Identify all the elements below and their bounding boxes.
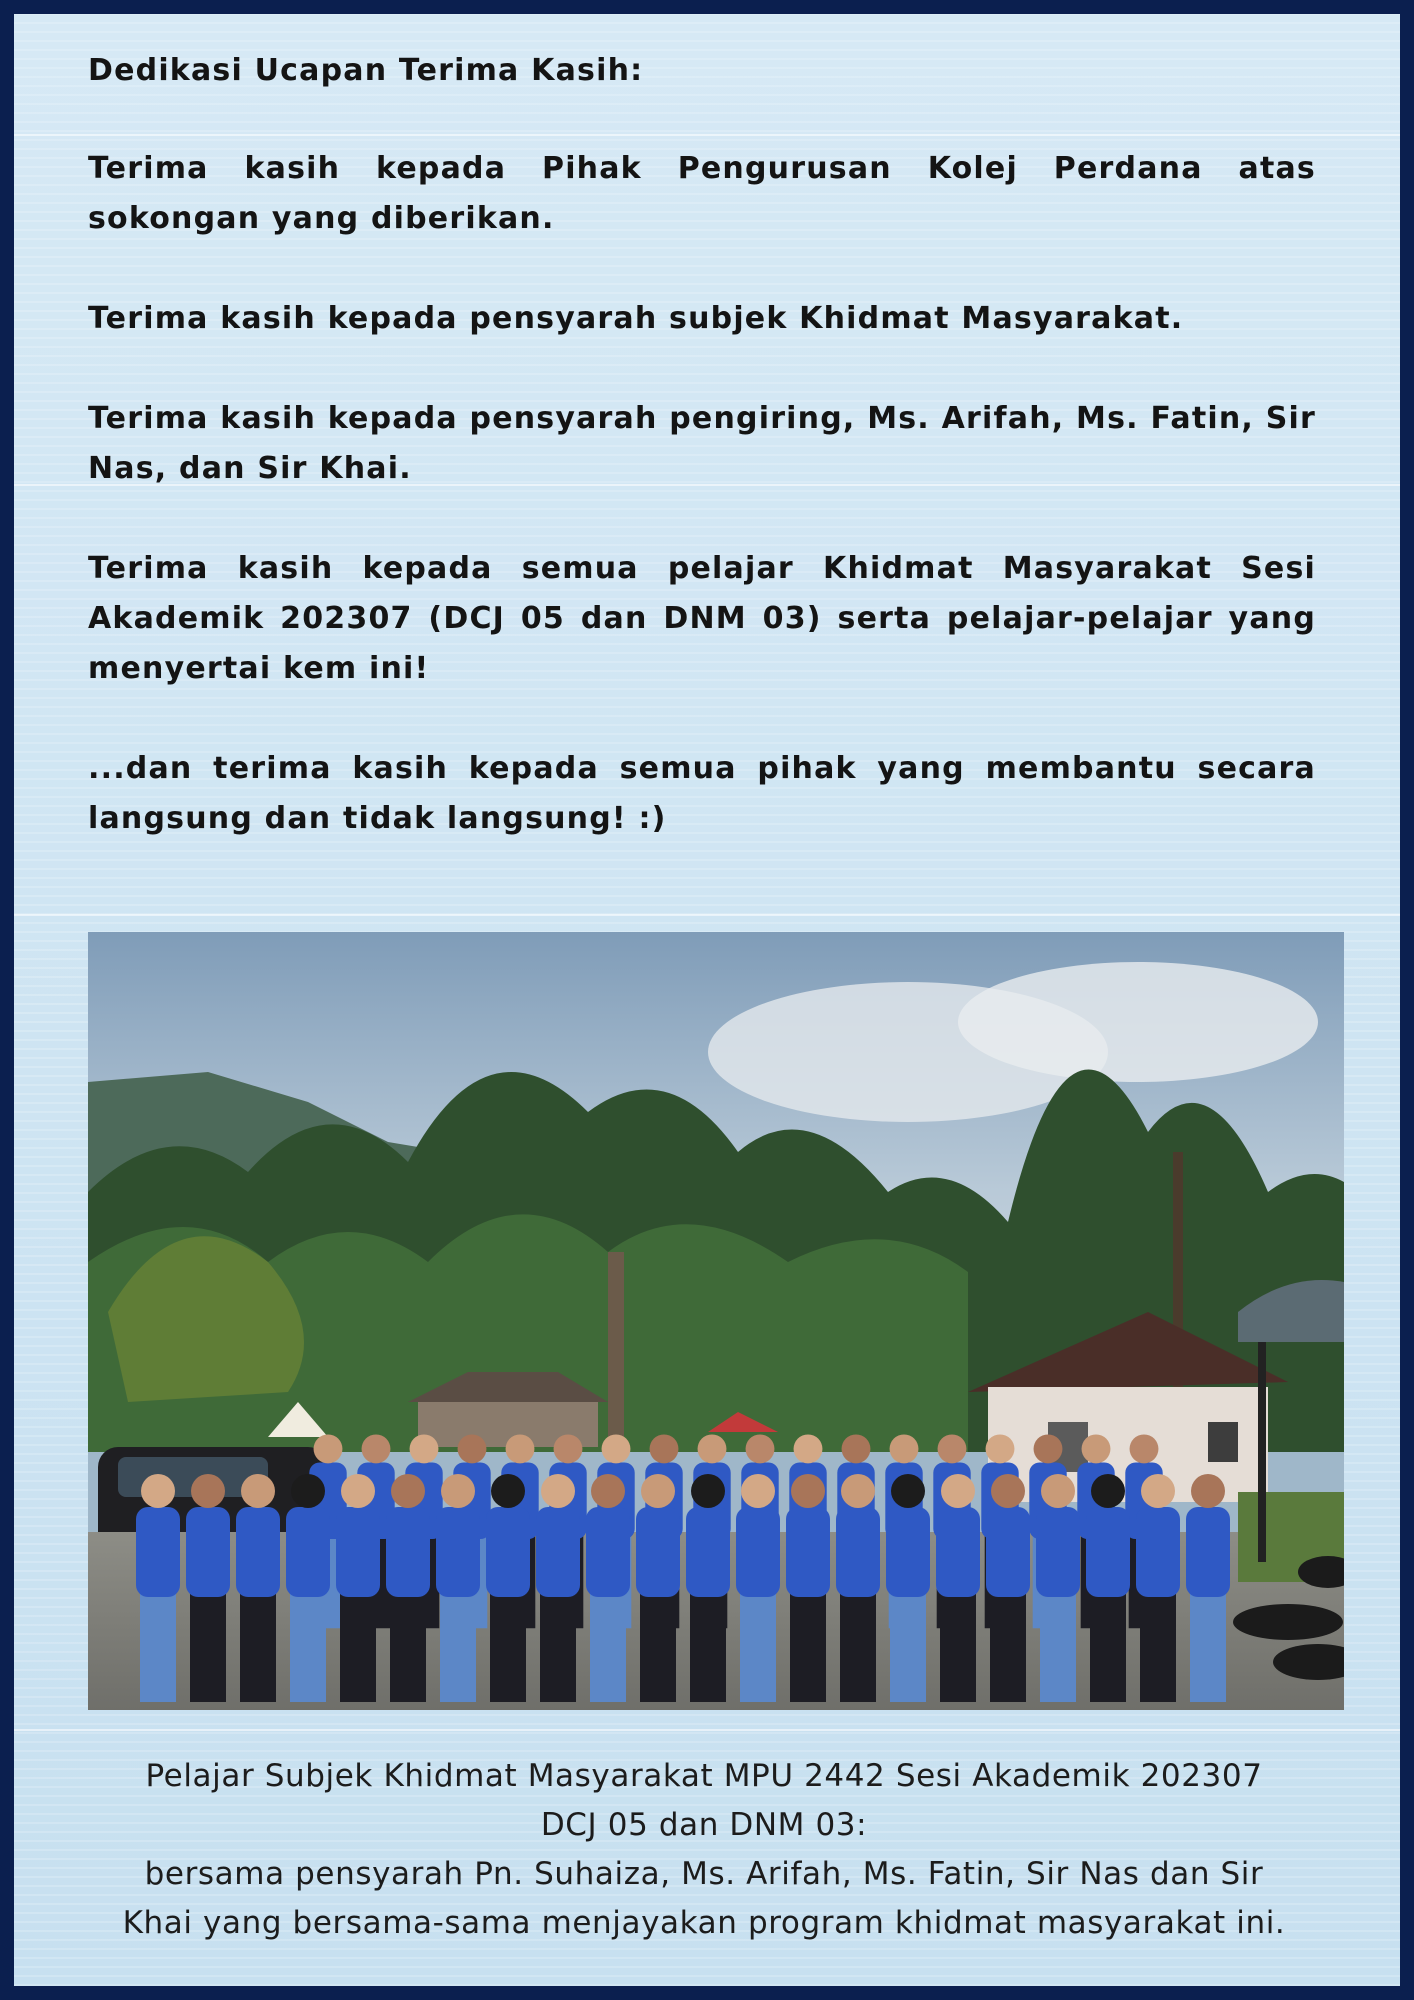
paragraph-students: Terima kasih kepada semua pelajar Khidmat Masyarakat Sesi Akademik 202307 (DCJ 05 dan DNM 03) serta pelajar-pelajar yang menyertai kem ini! xyxy=(88,551,1316,686)
paragraph-management: Terima kasih kepada Pihak Pengurusan Kolej Perdana atas sokongan yang diberikan. xyxy=(88,151,1316,236)
caption-line-3: bersama pensyarah Pn. Suhaiza, Ms. Arifah, Ms. Fatin, Sir Nas dan Sir xyxy=(144,1856,1264,1892)
plank-line xyxy=(14,914,1400,916)
plank-line xyxy=(14,1729,1400,1731)
group-photo-illustration xyxy=(88,932,1344,1710)
plank-line xyxy=(14,134,1400,136)
paragraph-all-parties: ...dan terima kasih kepada semua pihak yang membantu secara langsung dan tidak langsung! :) xyxy=(88,751,1316,836)
page xyxy=(14,14,1400,1986)
caption-line-2: DCJ 05 dan DNM 03: xyxy=(540,1807,868,1843)
student-figure xyxy=(1186,1474,1230,1702)
caption-line-4: Khai yang bersama-sama menjayakan program khidmat masyarakat ini. xyxy=(122,1905,1286,1941)
photo-caption xyxy=(54,1752,1354,1948)
heading: Dedikasi Ucapan Terima Kasih: xyxy=(88,53,644,88)
paragraph-escort-lecturers: Terima kasih kepada pensyarah pengiring, Ms. Arifah, Ms. Fatin, Sir Nas, dan Sir Khai. xyxy=(88,401,1316,486)
paragraph-lecturer: Terima kasih kepada pensyarah subjek Khidmat Masyarakat. xyxy=(88,301,1184,336)
group-photo xyxy=(88,932,1344,1710)
caption-line-1: Pelajar Subjek Khidmat Masyarakat MPU 2442 Sesi Akademik 202307 xyxy=(145,1758,1263,1794)
